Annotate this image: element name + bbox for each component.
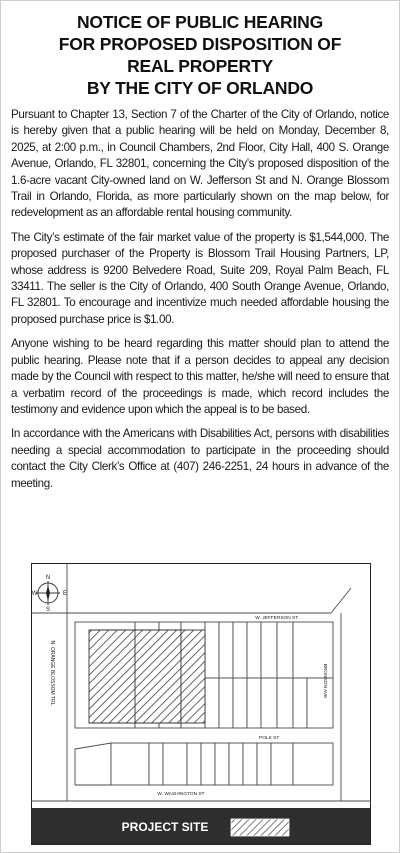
paragraph-ada: In accordance with the Americans with Disabilities Act, persons with disabilities needing a special accommodation to participate in the proceeding should contact the City Clerk’s Office at (407) 246-2251, 24 hours in advance of the meeting. [11, 427, 389, 490]
title-line-1: NOTICE OF PUBLIC HEARING [76, 12, 324, 32]
paragraph-appeal: Anyone wishing to be heard regarding this matter should plan to attend the public hearing. Please note that if a person decides to appeal any decision made by the Council with respect to this matter, he/she will need to ensure that a verbatim record of the proceedings is made, which record includes the testimony and evidence upon which the appeal is to be based. [11, 337, 389, 416]
project-site-parcel-west [89, 630, 181, 723]
south-block-parcels [75, 743, 333, 785]
compass-west-label: W [31, 591, 38, 597]
compass-north-label: N [45, 575, 51, 581]
washington-street-label: W. WASHINGTON ST [157, 792, 205, 797]
jefferson-street-label: W. JEFFERSON ST. [255, 616, 299, 621]
title-line-2: FOR PROPOSED DISPOSITION OF [58, 34, 342, 54]
notice-title [11, 11, 389, 99]
site-map [31, 563, 371, 845]
bronson-street-label: BRONSON AVE [322, 663, 327, 699]
title-line-3: REAL PROPERTY [127, 56, 273, 76]
site-map-svg [31, 563, 371, 845]
project-site-parcel-east [181, 630, 205, 723]
title-line-4: BY THE CITY OF ORLANDO [86, 78, 314, 98]
paragraph-hearing-details: Pursuant to Chapter 13, Section 7 of the Charter of the City of Orlando, notice is hereby given that a public hearing will be held on Monday, December 8, 2025, at 2:00 p.m., in Council Chambers, 2nd Floor, City Hall, 400 S. Orange Avenue, Orlando, FL 32801, concerning the City’s proposed disposition of the 1.6-acre vacant City-owned land on W. Jefferson St and N. Orange Blossom Trail in Orlando, Florida, as more particularly shown on the map below, for redevelopment as an affordable rental housing community. [11, 108, 389, 220]
compass-south-label: S [45, 607, 51, 613]
legend-swatch-icon [231, 819, 289, 836]
obt-street-label: N. ORANGE BLOSSOM TRL [49, 640, 55, 706]
paragraph-market-value: The City’s estimate of the fair market value of the property is $1,544,000. The proposed purchaser of the Property is Blossom Trail Housing Partners, LP, whose address is 9200 Belvedere Road, Suite 209, Royal Palm Beach, FL 33411. The seller is the City of Orlando, 400 South Orange Avenue, Orlando, FL 32801. To encourage and incentivize much needed affordable housing the proposed purchase price is $1.00. [11, 230, 389, 326]
polk-street-label: POLK ST [259, 736, 280, 741]
compass-east-label: E [63, 591, 68, 597]
legend-label: PROJECT SITE [121, 820, 209, 834]
